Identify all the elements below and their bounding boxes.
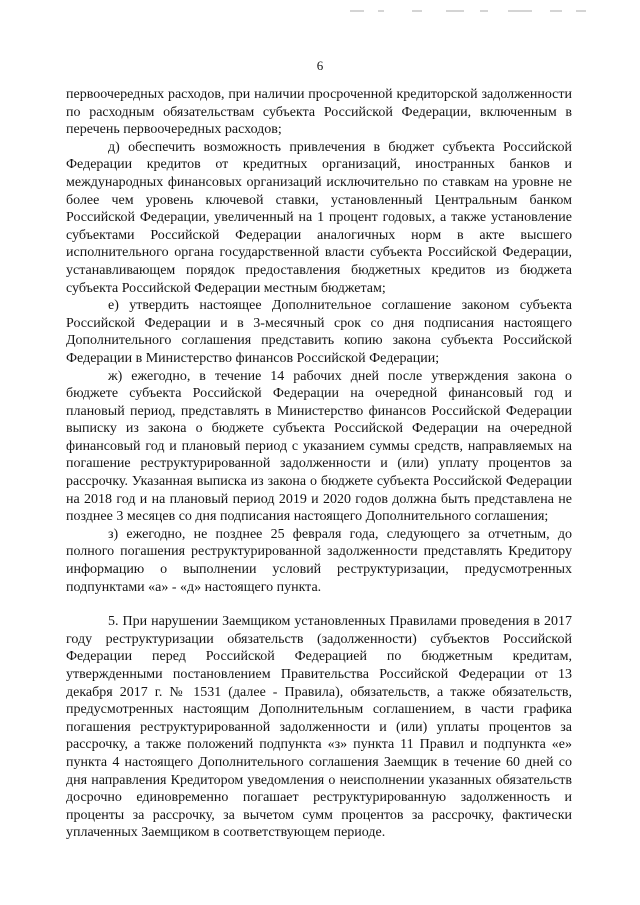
paragraph-item-e: е) утвердить настоящее Дополнительное соглашение законом субъекта Российской Федерации и в 3-месячный срок со дня подписания настоящего Дополнительного соглашения представить копию закона субъекта Российской Федерации в Министерство финансов Российской Федерации; bbox=[66, 298, 572, 366]
paragraph-item-zh: ж) ежегодно, в течение 14 рабочих дней после утверждения закона о бюджете субъекта Российской Федерации на очередной финансовый год и плановый период, представлять в Министерство финансов Российской Федерации выписку из закона о бюджете субъекта Российской Федерации на очередной финансовый год и плановый период с указанием суммы средств, направляемых на погашение реструктурированной задолженности и (или) уплату процентов за рассрочку. Указанная выписка из закона о бюджете субъекта Российской Федерации на 2018 год и на плановый период 2019 и 2020 годов должна быть представлена не позднее 3 месяцев со дня подписания настоящего Дополнительного соглашения; bbox=[66, 368, 572, 525]
document-body bbox=[66, 86, 572, 842]
paragraph-continuation: первоочередных расходов, при наличии просроченной кредиторской задолженности по расходным обязательствам субъекта Российской Федерации, включенным в перечень первоочередных расходов; bbox=[66, 87, 572, 138]
paragraph-section-5: 5. При нарушении Заемщиком установленных Правилами проведения в 2017 году реструктуризации обязательств (задолженности) субъектов Российской Федерации перед Российской Федерацией по бюджетным кредитам, утвержденными постановлением Правительства Российской Федерации от 13 декабря 2017 г. № 1531 (далее - Правила), обязательств, а также обязательств, предусмотренных настоящим Дополнительным соглашением, в части графика погашения реструктурированной задолженности и (или) уплаты процентов за рассрочку, а также положений подпункта «з» пункта 11 Правил и подпункта «е» пункта 4 настоящего Дополнительного соглашения Заемщик в течение 60 дней со дня направления Кредитором уведомления о неисполнении указанных обязательств досрочно единовременно погашает реструктурированную задолженность и проценты за рассрочку, за вычетом сумм процентов за рассрочку, фактически уплаченных Заемщиком в соответствующем периоде. bbox=[66, 614, 572, 841]
scan-artifact-marks bbox=[350, 10, 590, 14]
page-number: 6 bbox=[316, 58, 324, 73]
paragraph-item-d: д) обеспечить возможность привлечения в бюджет субъекта Российской Федерации кредитов от кредитных организаций, иностранных банков и международных финансовых организаций исключительно по ставкам на уровне не более чем уровень ключевой ставки, установленный Центральным банком Российской Федерации, увеличенный на 1 процент годовых, а также установление субъектами Российской Федерации аналогичных норм в акте высшего исполнительного органа государственной власти субъекта Российской Федерации, устанавливающем порядок предоставления бюджетных кредитов из бюджета субъекта Российской Федерации местным бюджетам; bbox=[66, 139, 572, 296]
paragraph-item-z: з) ежегодно, не позднее 25 февраля года, следующего за отчетным, до полного погашения реструктурированной задолженности представлять Кредитору информацию о выполнении условий реструктуризации, предусмотренных подпунктами «а» - «д» настоящего пункта. bbox=[66, 526, 572, 595]
